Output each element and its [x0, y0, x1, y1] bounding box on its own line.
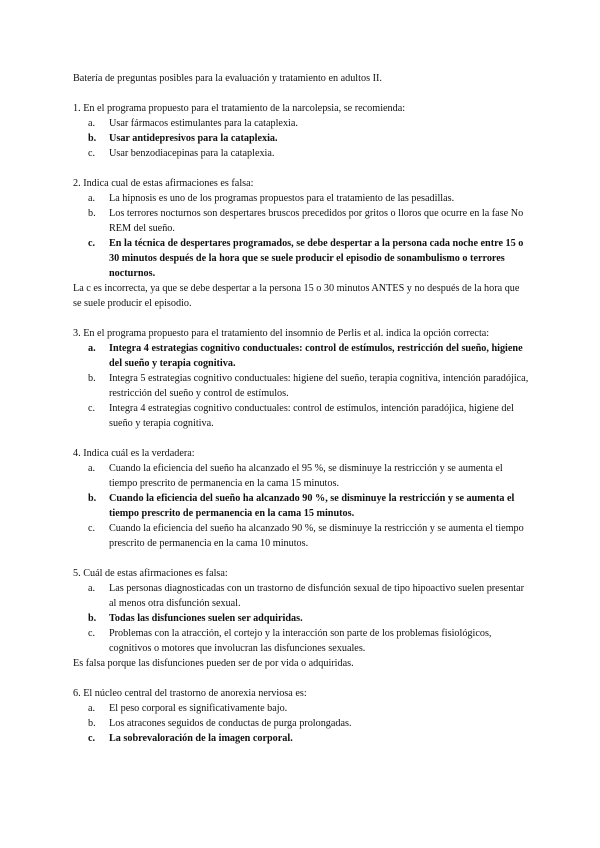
- question-block: [73, 326, 530, 431]
- question-block: [73, 686, 530, 746]
- option-letter: c.: [88, 523, 96, 534]
- option-text: Los terrores nocturnos son despertares bruscos precedidos por gritos o lloros que ocurre en la fase No REM del sueño.: [109, 208, 524, 234]
- answer-option: [73, 626, 530, 656]
- answer-option: [73, 461, 530, 491]
- answer-options: [73, 191, 530, 281]
- option-text: Integra 5 estrategias cognitivo conductuales: higiene del sueño, terapia cognitiva, intención paradójica, restricción del sueño y control de estímulos.: [109, 373, 529, 399]
- option-letter: a.: [88, 583, 96, 594]
- answer-option: [73, 146, 530, 161]
- option-letter: c.: [88, 238, 96, 249]
- answer-option: [73, 716, 530, 731]
- option-text: Usar benzodiacepinas para la cataplexia.: [109, 148, 275, 159]
- answer-option: [73, 206, 530, 236]
- option-letter: b.: [88, 718, 96, 729]
- answer-options: [73, 461, 530, 551]
- question-text: 3. En el programa propuesto para el tratamiento del insomnio de Perlis et al. indica la opción correcta:: [73, 328, 490, 339]
- option-text: Integra 4 estrategias cognitivo conductuales: control de estímulos, restricción del sueño, higiene del sueño y terapia cognitiva.: [109, 343, 523, 369]
- option-letter: b.: [88, 493, 97, 504]
- option-text: Cuando la eficiencia del sueño ha alcanzado 90 %, se disminuye la restricción y se aumenta el tiempo prescrito de permanencia en la cama 15 minutos.: [109, 493, 515, 519]
- option-text: Cuando la eficiencia del sueño ha alcanzado 90 %, se disminuye la restricción y se aumenta el tiempo prescrito de permanencia en la cama 10 minutos.: [109, 523, 524, 549]
- option-letter: c.: [88, 148, 96, 159]
- answer-option: [73, 701, 530, 716]
- question-text: 5. Cuál de estas afirmaciones es falsa:: [73, 568, 228, 579]
- question-text: 2. Indica cual de estas afirmaciones es falsa:: [73, 178, 254, 189]
- option-text: La sobrevaloración de la imagen corporal.: [109, 733, 293, 744]
- option-text: En la técnica de despertares programados, se debe despertar a la persona cada noche entre 15 o 30 minutos después de la hora que se suele producir el episodio de sonambulismo o terrores nocturnos.: [109, 238, 524, 279]
- answer-option-correct: [73, 131, 530, 146]
- question-text: 4. Indica cuál es la verdadera:: [73, 448, 195, 459]
- option-letter: b.: [88, 133, 97, 144]
- option-letter: c.: [88, 403, 96, 414]
- option-letter: a.: [88, 343, 96, 354]
- question-list: [73, 101, 530, 746]
- answer-option: [73, 116, 530, 131]
- answer-option-correct: [73, 491, 530, 521]
- answer-option-correct: [73, 341, 530, 371]
- answer-options: [73, 116, 530, 161]
- question-block: [73, 566, 530, 671]
- question-block: [73, 176, 530, 311]
- answer-option-correct: [73, 731, 530, 746]
- option-text: Cuando la eficiencia del sueño ha alcanzado el 95 %, se disminuye la restricción y se aumenta el tiempo prescrito de permanencia en la cama 15 minutos.: [109, 463, 503, 489]
- option-letter: c.: [88, 628, 96, 639]
- option-text: Integra 4 estrategias cognitivo conductuales: control de estímulos, intención paradójica, higiene del sueño y terapia cognitiva.: [109, 403, 514, 429]
- question-text: 6. El núcleo central del trastorno de anorexia nerviosa es:: [73, 688, 307, 699]
- document-title: Batería de preguntas posibles para la evaluación y tratamiento en adultos II.: [73, 73, 382, 84]
- answer-option: [73, 191, 530, 206]
- option-letter: a.: [88, 703, 96, 714]
- answer-options: [73, 581, 530, 656]
- answer-options: [73, 341, 530, 431]
- option-letter: a.: [88, 118, 96, 129]
- answer-option: [73, 401, 530, 431]
- answer-option-correct: [73, 236, 530, 281]
- option-letter: b.: [88, 208, 96, 219]
- option-text: Los atracones seguidos de conductas de purga prolongadas.: [109, 718, 352, 729]
- option-letter: b.: [88, 613, 97, 624]
- answer-option: [73, 371, 530, 401]
- option-letter: a.: [88, 193, 96, 204]
- answer-option-correct: [73, 611, 530, 626]
- answer-option: [73, 581, 530, 611]
- answer-options: [73, 701, 530, 746]
- answer-explanation: La c es incorrecta, ya que se debe despertar a la persona 15 o 30 minutos ANTES y no después de la hora que se suele producir el episodio.: [73, 283, 520, 309]
- option-text: Todas las disfunciones suelen ser adquiridas.: [109, 613, 303, 624]
- answer-option: [73, 521, 530, 551]
- question-block: [73, 446, 530, 551]
- option-letter: c.: [88, 733, 96, 744]
- answer-explanation: Es falsa porque las disfunciones pueden ser de por vida o adquiridas.: [73, 658, 354, 669]
- option-text: Problemas con la atracción, el cortejo y la interacción son parte de los problemas fisiológicos, cognitivos o motores que involucran las disfunciones sexuales.: [109, 628, 492, 654]
- option-text: La hipnosis es uno de los programas propuestos para el tratamiento de las pesadillas.: [109, 193, 455, 204]
- option-letter: b.: [88, 373, 96, 384]
- option-text: El peso corporal es significativamente bajo.: [109, 703, 288, 714]
- question-text: 1. En el programa propuesto para el tratamiento de la narcolepsia, se recomienda:: [73, 103, 406, 114]
- option-text: Usar fármacos estimulantes para la cataplexia.: [109, 118, 298, 129]
- option-text: Las personas diagnosticadas con un trastorno de disfunción sexual de tipo hipoactivo suelen presentar al menos otra disfunción sexual.: [109, 583, 525, 609]
- option-text: Usar antidepresivos para la cataplexia.: [109, 133, 278, 144]
- question-block: [73, 101, 530, 161]
- option-letter: a.: [88, 463, 96, 474]
